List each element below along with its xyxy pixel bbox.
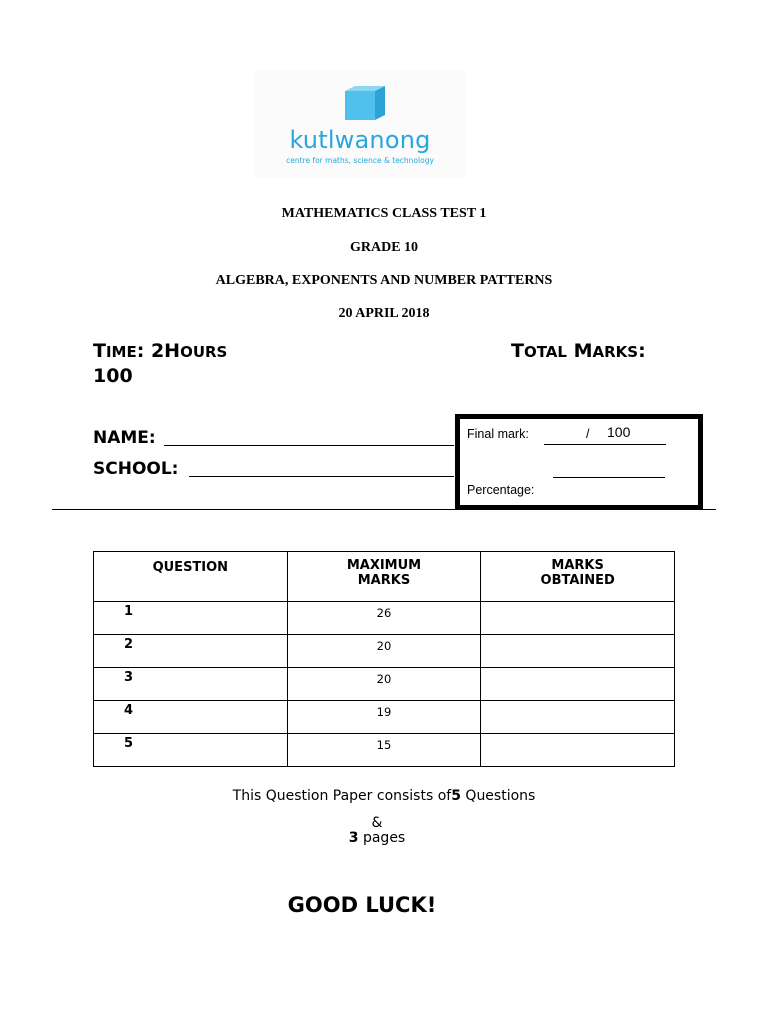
page-count-note: 3 pages bbox=[348, 830, 406, 846]
total-marks-label: TOTAL MARKS: bbox=[511, 340, 646, 362]
cube-logo-icon bbox=[345, 86, 387, 120]
divider bbox=[52, 509, 716, 510]
table-row bbox=[94, 734, 675, 767]
max-marks: 20 bbox=[287, 668, 481, 701]
marks-obtained-cell[interactable] bbox=[481, 635, 675, 668]
max-marks: 26 bbox=[287, 602, 481, 635]
page-count: 3 bbox=[348, 830, 359, 846]
school-input-line[interactable] bbox=[189, 476, 454, 477]
topic-label: ALGEBRA, EXPONENTS AND NUMBER PATTERNS bbox=[215, 273, 553, 288]
good-luck-message: GOOD LUCK! bbox=[287, 893, 437, 917]
max-marks: 15 bbox=[287, 734, 481, 767]
final-mark-box bbox=[455, 414, 703, 510]
header-marks-obtained: MARKS OBTAINED bbox=[481, 552, 675, 602]
logo-tagline: centre for maths, science & technology bbox=[286, 156, 434, 165]
ampersand: & bbox=[371, 815, 383, 831]
final-mark-label: Final mark: bbox=[467, 427, 529, 441]
total-marks-value: 100 bbox=[93, 365, 133, 387]
name-input-line[interactable] bbox=[164, 445, 454, 446]
table-header-row bbox=[94, 552, 675, 602]
table-row bbox=[94, 701, 675, 734]
question-count: 5 bbox=[451, 788, 461, 804]
marks-obtained-cell[interactable] bbox=[481, 668, 675, 701]
name-label: NAME: bbox=[93, 428, 156, 448]
logo-name: kutlwanong bbox=[289, 126, 431, 154]
question-number: 4 bbox=[94, 701, 288, 734]
question-number: 1 bbox=[94, 602, 288, 635]
grade-label: GRADE 10 bbox=[349, 240, 419, 255]
percentage-label: Percentage: bbox=[467, 483, 535, 497]
question-number: 2 bbox=[94, 635, 288, 668]
school-label: SCHOOL: bbox=[93, 459, 179, 479]
max-marks: 19 bbox=[287, 701, 481, 734]
table-row bbox=[94, 668, 675, 701]
final-mark-slash: / bbox=[586, 427, 590, 441]
final-mark-out-of: 100 bbox=[607, 424, 631, 440]
final-mark-input-line[interactable] bbox=[544, 444, 666, 445]
max-marks: 20 bbox=[287, 635, 481, 668]
table-row bbox=[94, 602, 675, 635]
header-question: QUESTION bbox=[94, 552, 288, 602]
logo bbox=[255, 70, 465, 178]
time-label: TIME: 2HOURS bbox=[93, 340, 228, 362]
table-row bbox=[94, 635, 675, 668]
marks-table bbox=[93, 551, 675, 767]
percentage-input-line[interactable] bbox=[553, 477, 665, 478]
marks-obtained-cell[interactable] bbox=[481, 734, 675, 767]
question-number: 3 bbox=[94, 668, 288, 701]
test-title: MATHEMATICS CLASS TEST 1 bbox=[281, 206, 487, 221]
marks-obtained-cell[interactable] bbox=[481, 701, 675, 734]
header-max-marks: MAXIMUM MARKS bbox=[287, 552, 481, 602]
question-count-note: This Question Paper consists of5 Questions bbox=[232, 788, 536, 804]
question-number: 5 bbox=[94, 734, 288, 767]
test-date: 20 APRIL 2018 bbox=[338, 306, 430, 321]
marks-obtained-cell[interactable] bbox=[481, 602, 675, 635]
